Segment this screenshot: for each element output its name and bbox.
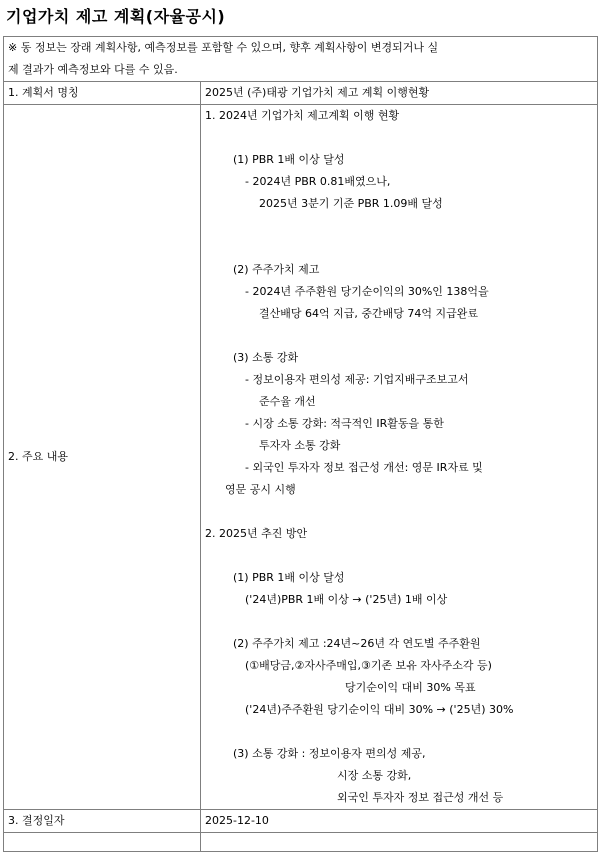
content-line [201,501,597,523]
content-line: 준수율 개선 [259,395,316,408]
content-line: - 정보이용자 편의성 제공: 기업지배구조보고서 [245,373,469,386]
notice-cell [4,37,598,82]
plan-name-row [4,82,598,105]
main-content-row [4,105,598,810]
page-title: 기업가치 제고 계획(자율공시) [6,7,226,26]
content-line: - 외국인 투자자 정보 접근성 개선: 영문 IR자료 및 [245,461,483,474]
disclosure-table [3,36,598,852]
main-content-cell [201,105,598,810]
content-line: 시장 소통 강화, [337,769,412,782]
content-line: 1. 2024년 기업가치 제고계획 이행 현황 [205,109,400,122]
content-line: - 2024년 PBR 0.81배였으나, [245,175,391,188]
main-content-label: 2. 주요 내용 [4,105,201,810]
content-line: (①배당금,②자사주매입,③기존 보유 자사주소각 등) [245,659,492,672]
content-line [201,215,597,237]
content-line: 당기순이익 대비 30% 목표 [345,681,476,694]
content-line: ('24년)주주환원 당기순이익 대비 30% → ('25년) 30% [245,703,514,716]
content-line [201,325,597,347]
plan-name-value: 2025년 (주)태광 기업가치 제고 계획 이행현황 [201,82,598,105]
content-line: 투자자 소통 강화 [259,439,341,452]
content-line: (2) 주주가치 제고 [233,263,320,276]
main-content-lines [201,105,597,809]
content-line: (1) PBR 1배 이상 달성 [233,153,345,166]
trailing-cell [201,833,598,852]
content-line: - 2024년 주주환원 당기순이익의 30%인 138억을 [245,285,489,298]
content-line: - 시장 소통 강화: 적극적인 IR활동을 통한 [245,417,444,430]
trailing-row [4,833,598,852]
decision-date-row [4,810,598,833]
content-line: (3) 소통 강화 [233,351,299,364]
content-line: (1) PBR 1배 이상 달성 [233,571,345,584]
content-line: (2) 주주가치 제고 :24년~26년 각 연도별 주주환원 [233,637,481,650]
notice-line: 제 결과가 예측정보와 다를 수 있음. [8,63,178,76]
decision-date-label: 3. 결정일자 [4,810,201,833]
content-line [201,545,597,567]
content-line: 결산배당 64억 지급, 중간배당 74억 지급완료 [259,307,478,320]
content-line [201,721,597,743]
notice-row [4,37,598,82]
content-line: 영문 공시 시행 [225,483,296,496]
content-line [201,127,597,149]
content-line: 외국인 투자자 정보 접근성 개선 등 [337,791,504,804]
trailing-cell [4,833,201,852]
content-line: 2. 2025년 추진 방안 [205,527,308,540]
notice-line: ※ 동 정보는 장래 계획사항, 예측정보를 포함할 수 있으며, 향후 계획사항이 변경되거나 실 [8,41,439,54]
content-line: 2025년 3분기 기준 PBR 1.09배 달성 [259,197,443,210]
content-line: ('24년)PBR 1배 이상 → ('25년) 1배 이상 [245,593,448,606]
content-line: (3) 소통 강화 : 정보이용자 편의성 제공, [233,747,426,760]
content-line [201,611,597,633]
decision-date-value: 2025-12-10 [201,810,598,833]
plan-name-label: 1. 계획서 명칭 [4,82,201,105]
content-line [201,237,597,259]
